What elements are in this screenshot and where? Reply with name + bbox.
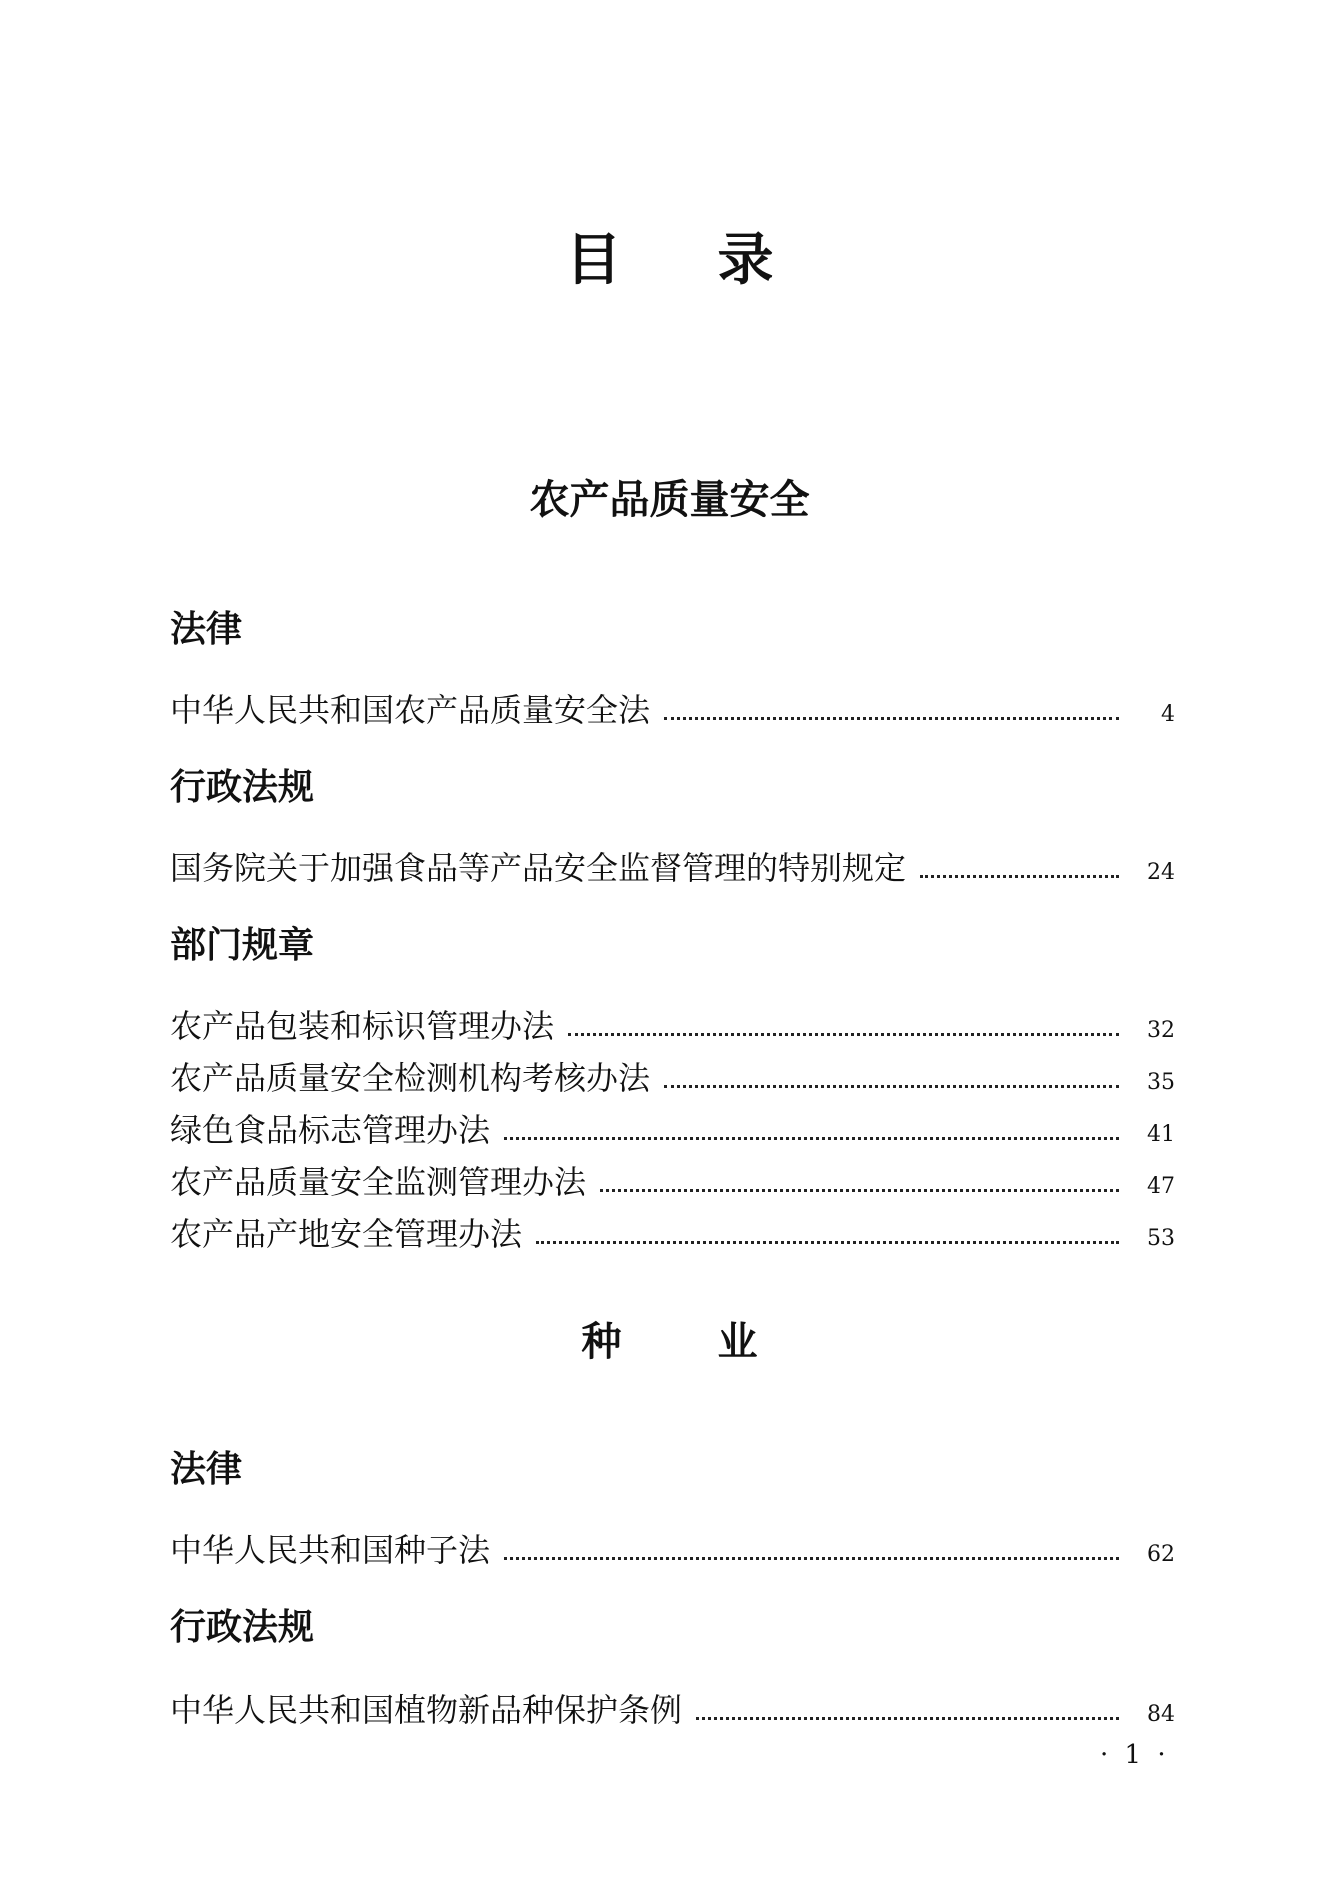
toc-entry[interactable] bbox=[170, 1158, 1175, 1202]
group-heading-regulation: 行政法规 bbox=[170, 1607, 315, 1648]
toc-entry[interactable] bbox=[170, 686, 1175, 730]
toc-entry-title: 农产品质量安全检测机构考核办法 bbox=[170, 1059, 651, 1097]
dot-leader bbox=[504, 1557, 1119, 1560]
dot-leader bbox=[504, 1137, 1119, 1140]
group-heading-dept-rules: 部门规章 bbox=[170, 925, 315, 966]
group-heading-law: 法律 bbox=[170, 609, 243, 650]
toc-entry-title: 中华人民共和国农产品质量安全法 bbox=[170, 691, 651, 729]
section-title-agri-quality: 农产品质量安全 bbox=[529, 476, 810, 523]
dot-leader bbox=[696, 1717, 1119, 1720]
toc-entry-title: 中华人民共和国种子法 bbox=[170, 1531, 491, 1569]
toc-entry-page: 53 bbox=[1147, 1226, 1175, 1251]
toc-entry[interactable] bbox=[170, 1210, 1175, 1254]
toc-entry-page: 47 bbox=[1147, 1174, 1175, 1199]
group-heading-regulation: 行政法规 bbox=[170, 767, 315, 808]
dot-leader bbox=[600, 1189, 1119, 1192]
toc-entry-page: 35 bbox=[1147, 1070, 1175, 1095]
toc-entry-page: 24 bbox=[1147, 860, 1175, 885]
toc-entry[interactable] bbox=[170, 1054, 1175, 1098]
group-heading-law: 法律 bbox=[170, 1449, 243, 1490]
toc-entry-title: 农产品包装和标识管理办法 bbox=[170, 1007, 555, 1045]
toc-entry[interactable] bbox=[170, 1106, 1175, 1150]
toc-entry-page: 84 bbox=[1147, 1702, 1175, 1727]
toc-entry-title: 农产品产地安全管理办法 bbox=[170, 1215, 523, 1253]
toc-entry-page: 62 bbox=[1147, 1542, 1175, 1567]
dot-leader bbox=[536, 1241, 1119, 1244]
dot-leader bbox=[664, 717, 1119, 720]
toc-entry-page: 32 bbox=[1147, 1018, 1175, 1043]
toc-entry-title: 农产品质量安全监测管理办法 bbox=[170, 1163, 587, 1201]
toc-entry[interactable] bbox=[170, 844, 1175, 888]
toc-entry-page: 41 bbox=[1147, 1122, 1175, 1147]
dot-leader bbox=[664, 1085, 1119, 1088]
dot-leader bbox=[568, 1033, 1119, 1036]
toc-entry[interactable] bbox=[170, 1686, 1175, 1730]
page-title: 目录 bbox=[565, 227, 870, 293]
section-title-seed-industry: 种业 bbox=[581, 1318, 854, 1365]
toc-entry-title: 绿色食品标志管理办法 bbox=[170, 1111, 491, 1149]
toc-entry-title: 中华人民共和国植物新品种保护条例 bbox=[170, 1691, 683, 1729]
toc-entry-title: 国务院关于加强食品等产品安全监督管理的特别规定 bbox=[170, 849, 907, 887]
dot-leader bbox=[920, 875, 1119, 878]
toc-entry-page: 4 bbox=[1161, 702, 1175, 727]
page-number: · 1 · bbox=[1100, 1740, 1170, 1770]
toc-entry[interactable] bbox=[170, 1002, 1175, 1046]
toc-entry[interactable] bbox=[170, 1526, 1175, 1570]
